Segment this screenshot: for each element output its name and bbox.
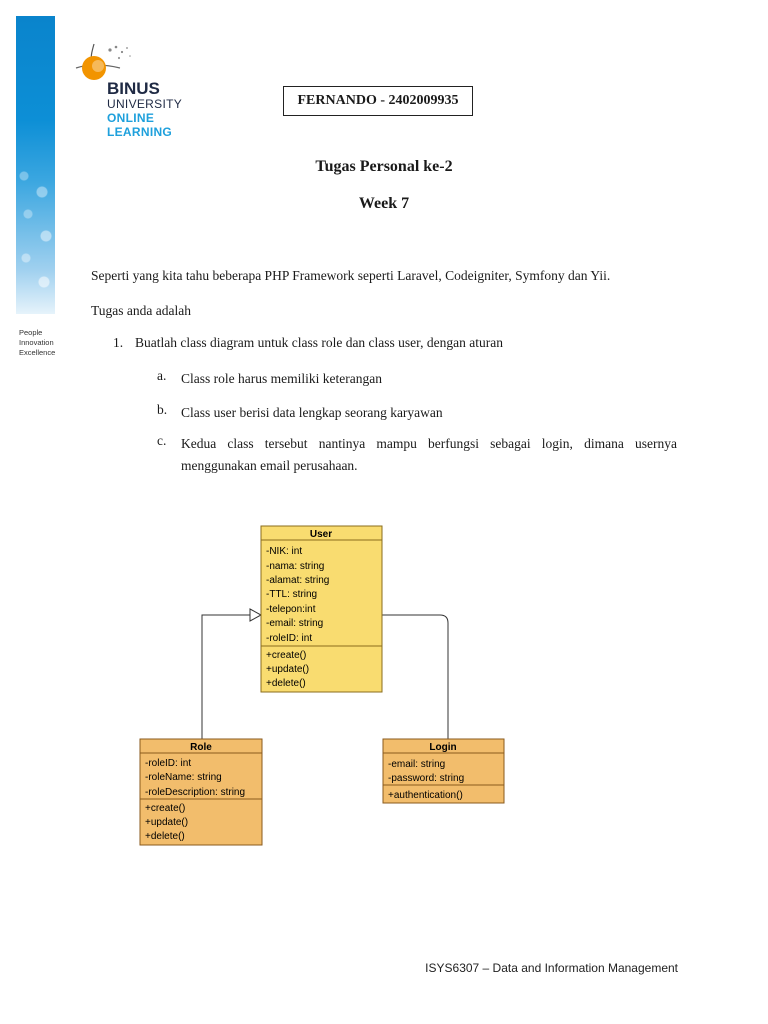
inheritance-arrow-icon: [250, 609, 261, 621]
task-heading: Tugas anda adalah: [91, 303, 191, 318]
user-attr: -nama: string: [266, 561, 325, 572]
login-class-name: Login: [429, 742, 457, 753]
assignment-title: Tugas Personal ke-2: [315, 158, 453, 175]
user-attr: -alamat: string: [266, 575, 330, 586]
inheritance-line: [202, 615, 250, 739]
role-class-name: Role: [190, 742, 212, 753]
intro-paragraph: Seperti yang kita tahu beberapa PHP Framework seperti Laravel, Codeigniter, Symfony dan Yii.: [91, 268, 611, 283]
wordmark-binus: BINUS: [107, 79, 160, 98]
student-name-box: FERNANDO - 2402009935: [283, 86, 473, 116]
week-label: Week 7: [358, 195, 410, 212]
user-attr: -telepon:int: [266, 604, 316, 615]
tagline-line: People: [19, 328, 43, 337]
brand-tagline: [19, 328, 55, 358]
user-attr: -NIK: int: [266, 546, 303, 557]
sub-item-text: Kedua class tersebut nantinya mampu berfungsi sebagai login, dimana usernya menggunakan email perusahaan.: [181, 436, 677, 473]
task-item-text: Buatlah class diagram untuk class role dan class user, dengan aturan: [135, 335, 503, 350]
university-wordmark: [107, 80, 182, 139]
wordmark-learning: LEARNING: [107, 125, 173, 139]
user-attr: -TTL: string: [266, 589, 318, 600]
login-attr: -password: string: [388, 773, 465, 784]
sub-item-text: Class role harus memiliki keterangan: [181, 371, 382, 386]
role-method: +delete(): [145, 831, 185, 842]
wordmark-university: UNIVERSITY: [107, 97, 183, 111]
tagline-line: Excellence: [19, 348, 56, 357]
role-method: +create(): [145, 803, 186, 814]
login-method: +authentication(): [388, 790, 463, 801]
login-class: [383, 739, 504, 803]
role-attr: -roleName: string: [145, 772, 222, 783]
sub-item-label: c.: [157, 433, 167, 448]
user-class: [261, 526, 382, 692]
login-attr: -email: string: [388, 759, 446, 770]
sub-item-label: b.: [157, 402, 168, 417]
role-class: [140, 739, 262, 845]
tagline-line: Innovation: [19, 338, 54, 347]
sub-item-label: a.: [157, 368, 167, 383]
class-diagram: [138, 519, 508, 851]
task-item-1: [113, 335, 503, 351]
wordmark-online: ONLINE: [107, 111, 155, 125]
user-method: +create(): [266, 650, 307, 661]
user-method: +delete(): [266, 678, 306, 689]
task-item-number: 1.: [113, 335, 124, 350]
user-attr: -roleID: int: [266, 633, 313, 644]
course-footer: ISYS6307 – Data and Information Management: [425, 961, 678, 975]
user-class-name: User: [309, 529, 333, 540]
sub-item-text: Class user berisi data lengkap seorang karyawan: [181, 405, 443, 420]
role-attr: -roleID: int: [145, 758, 192, 769]
user-attr: -email: string: [266, 618, 324, 629]
role-attr: -roleDescription: string: [145, 787, 246, 798]
user-method: +update(): [266, 664, 310, 675]
role-method: +update(): [145, 817, 189, 828]
association-line: [382, 615, 448, 739]
